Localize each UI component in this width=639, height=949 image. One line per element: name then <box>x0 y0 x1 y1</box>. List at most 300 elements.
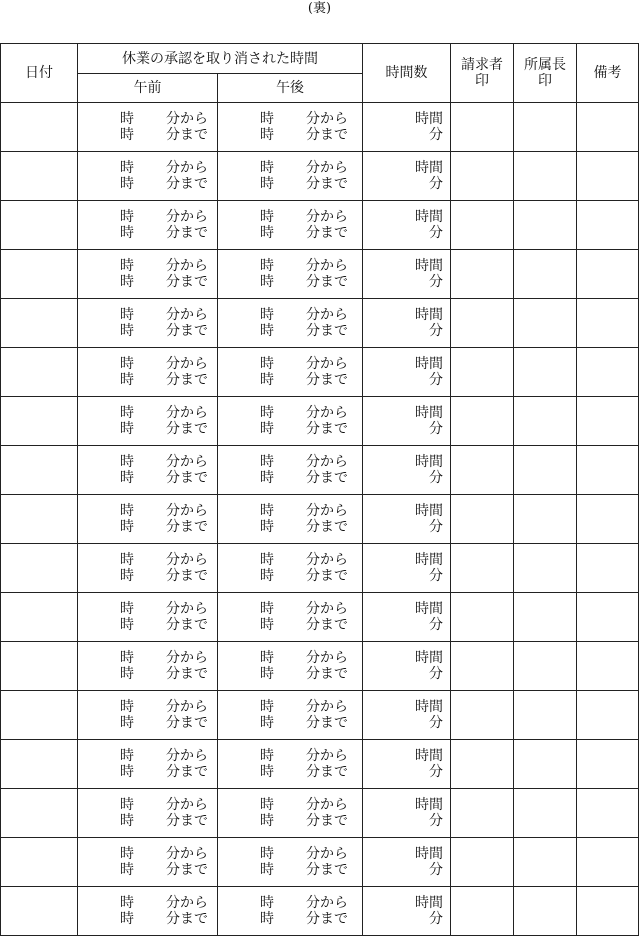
table-row <box>1 446 639 495</box>
am-to-line <box>78 666 217 682</box>
pm-to-line <box>218 666 362 682</box>
hours-cell[interactable] <box>363 201 451 250</box>
am-from-line <box>78 209 217 225</box>
hour-label: 時 <box>260 846 274 862</box>
manager-seal-cell[interactable] <box>514 789 577 838</box>
hours-cell[interactable] <box>363 642 451 691</box>
date-cell[interactable] <box>1 544 78 593</box>
hour-label: 時 <box>120 748 134 764</box>
manager-seal-header <box>514 44 577 103</box>
date-cell[interactable] <box>1 348 78 397</box>
hours-unit-label: 時間 <box>415 454 443 470</box>
am-to-line <box>78 519 217 535</box>
hour-label: 時 <box>120 225 134 241</box>
hour-label: 時 <box>260 748 274 764</box>
pm-to-line <box>218 176 362 192</box>
to-minutes-label: 分まで <box>306 127 348 143</box>
am-from-line <box>78 846 217 862</box>
am-time-cell[interactable] <box>78 250 218 299</box>
remarks-cell[interactable] <box>577 789 639 838</box>
manager-seal-cell[interactable] <box>514 201 577 250</box>
date-cell[interactable] <box>1 593 78 642</box>
manager-seal-cell[interactable] <box>514 446 577 495</box>
pm-to-line <box>218 323 362 339</box>
requester-seal-cell[interactable] <box>451 250 514 299</box>
am-to-line <box>78 715 217 731</box>
to-minutes-label: 分まで <box>306 519 348 535</box>
hour-label: 時 <box>120 715 134 731</box>
table-row <box>1 201 639 250</box>
remarks-cell[interactable] <box>577 544 639 593</box>
pm-to-line <box>218 715 362 731</box>
to-minutes-label: 分まで <box>166 519 208 535</box>
to-minutes-label: 分まで <box>306 617 348 633</box>
hour-label: 時 <box>120 846 134 862</box>
am-time-cell[interactable] <box>78 642 218 691</box>
hours-unit-label: 時間 <box>415 699 443 715</box>
from-minutes-label: 分から <box>306 454 348 470</box>
manager-seal-cell[interactable] <box>514 397 577 446</box>
remarks-cell[interactable] <box>577 299 639 348</box>
minutes-unit-label: 分 <box>429 862 443 878</box>
am-time-cell[interactable] <box>78 593 218 642</box>
hour-label: 時 <box>260 650 274 666</box>
pm-time-cell[interactable] <box>218 348 363 397</box>
am-time-cell[interactable] <box>78 397 218 446</box>
table-row <box>1 299 639 348</box>
hours-unit-label: 時間 <box>415 356 443 372</box>
from-minutes-label: 分から <box>306 650 348 666</box>
pm-time-cell[interactable] <box>218 446 363 495</box>
hour-label: 時 <box>260 666 274 682</box>
manager-seal-cell[interactable] <box>514 103 577 152</box>
hour-label: 時 <box>260 323 274 339</box>
from-minutes-label: 分から <box>166 356 208 372</box>
hour-label: 時 <box>260 111 274 127</box>
to-minutes-label: 分まで <box>306 470 348 486</box>
hours-cell[interactable] <box>363 397 451 446</box>
to-minutes-label: 分まで <box>306 715 348 731</box>
minutes-unit-label: 分 <box>429 568 443 584</box>
pm-time-cell[interactable] <box>218 152 363 201</box>
table-row <box>1 887 639 936</box>
hours-unit-label: 時間 <box>415 650 443 666</box>
remarks-cell[interactable] <box>577 397 639 446</box>
to-minutes-label: 分まで <box>166 813 208 829</box>
from-minutes-label: 分から <box>166 405 208 421</box>
requester-seal-cell[interactable] <box>451 887 514 936</box>
hour-label: 時 <box>260 797 274 813</box>
from-minutes-label: 分から <box>166 699 208 715</box>
remarks-cell[interactable] <box>577 152 639 201</box>
hours-cell[interactable] <box>363 544 451 593</box>
hours-cell[interactable] <box>363 348 451 397</box>
remarks-cell[interactable] <box>577 103 639 152</box>
am-to-line <box>78 764 217 780</box>
table-row <box>1 544 639 593</box>
to-minutes-label: 分まで <box>166 323 208 339</box>
to-minutes-label: 分まで <box>166 470 208 486</box>
to-minutes-label: 分まで <box>166 911 208 927</box>
requester-seal-cell[interactable] <box>451 103 514 152</box>
minutes-unit-label: 分 <box>429 813 443 829</box>
requester-seal-cell[interactable] <box>451 299 514 348</box>
pm-time-cell[interactable] <box>218 691 363 740</box>
pm-from-line <box>218 405 362 421</box>
to-minutes-label: 分まで <box>166 372 208 388</box>
minutes-unit-label: 分 <box>429 421 443 437</box>
from-minutes-label: 分から <box>166 601 208 617</box>
hours-cell[interactable] <box>363 495 451 544</box>
minutes-unit-label: 分 <box>429 372 443 388</box>
pm-header: 午後 <box>218 74 363 103</box>
requester-seal-cell[interactable] <box>451 152 514 201</box>
am-time-cell[interactable] <box>78 348 218 397</box>
pm-time-cell[interactable] <box>218 887 363 936</box>
pm-to-line <box>218 568 362 584</box>
hour-label: 時 <box>120 454 134 470</box>
hour-label: 時 <box>260 862 274 878</box>
hour-label: 時 <box>120 111 134 127</box>
pm-time-cell[interactable] <box>218 642 363 691</box>
hour-label: 時 <box>120 405 134 421</box>
to-minutes-label: 分まで <box>166 225 208 241</box>
remarks-cell[interactable] <box>577 446 639 495</box>
pm-to-line <box>218 274 362 290</box>
pm-from-line <box>218 503 362 519</box>
table-body <box>1 103 639 936</box>
am-from-line <box>78 405 217 421</box>
from-minutes-label: 分から <box>306 160 348 176</box>
minutes-unit-label: 分 <box>429 666 443 682</box>
requester-seal-cell[interactable] <box>451 544 514 593</box>
hour-label: 時 <box>120 601 134 617</box>
am-time-cell[interactable] <box>78 495 218 544</box>
pm-to-line <box>218 862 362 878</box>
pm-to-line <box>218 813 362 829</box>
pm-time-cell[interactable] <box>218 838 363 887</box>
to-minutes-label: 分まで <box>306 372 348 388</box>
minutes-unit-label: 分 <box>429 911 443 927</box>
date-cell[interactable] <box>1 299 78 348</box>
hours-unit-label: 時間 <box>415 258 443 274</box>
to-minutes-label: 分まで <box>306 666 348 682</box>
am-time-cell[interactable] <box>78 201 218 250</box>
am-from-line <box>78 356 217 372</box>
requester-seal-cell[interactable] <box>451 691 514 740</box>
requester-seal-cell[interactable] <box>451 495 514 544</box>
hours-unit-label: 時間 <box>415 748 443 764</box>
date-cell[interactable] <box>1 446 78 495</box>
am-to-line <box>78 617 217 633</box>
remarks-cell[interactable] <box>577 691 639 740</box>
hour-label: 時 <box>120 176 134 192</box>
to-minutes-label: 分まで <box>306 568 348 584</box>
hours-cell[interactable] <box>363 152 451 201</box>
am-from-line <box>78 160 217 176</box>
hour-label: 時 <box>260 715 274 731</box>
hour-label: 時 <box>260 699 274 715</box>
pm-from-line <box>218 111 362 127</box>
from-minutes-label: 分から <box>166 797 208 813</box>
requester-seal-cell[interactable] <box>451 740 514 789</box>
from-minutes-label: 分から <box>306 699 348 715</box>
remarks-cell[interactable] <box>577 250 639 299</box>
table-row <box>1 348 639 397</box>
table-row <box>1 642 639 691</box>
pm-from-line <box>218 601 362 617</box>
table-row <box>1 740 639 789</box>
hours-unit-label: 時間 <box>415 160 443 176</box>
requester-seal-cell[interactable] <box>451 397 514 446</box>
hour-label: 時 <box>260 225 274 241</box>
am-to-line <box>78 911 217 927</box>
from-minutes-label: 分から <box>166 111 208 127</box>
am-to-line <box>78 568 217 584</box>
requester-seal-cell[interactable] <box>451 789 514 838</box>
am-from-line <box>78 895 217 911</box>
am-from-line <box>78 307 217 323</box>
hour-label: 時 <box>260 601 274 617</box>
minutes-unit-label: 分 <box>429 225 443 241</box>
from-minutes-label: 分から <box>306 209 348 225</box>
from-minutes-label: 分から <box>306 356 348 372</box>
hour-label: 時 <box>120 797 134 813</box>
to-minutes-label: 分まで <box>166 715 208 731</box>
hour-label: 時 <box>120 764 134 780</box>
remarks-cell[interactable] <box>577 201 639 250</box>
from-minutes-label: 分から <box>306 503 348 519</box>
remarks-cell[interactable] <box>577 838 639 887</box>
am-from-line <box>78 258 217 274</box>
from-minutes-label: 分から <box>166 846 208 862</box>
manager-seal-cell[interactable] <box>514 740 577 789</box>
hours-cell[interactable] <box>363 740 451 789</box>
requester-seal-cell[interactable] <box>451 201 514 250</box>
date-cell[interactable] <box>1 887 78 936</box>
pm-time-cell[interactable] <box>218 397 363 446</box>
requester-seal-cell[interactable] <box>451 838 514 887</box>
manager-seal-cell[interactable] <box>514 593 577 642</box>
pm-to-line <box>218 617 362 633</box>
from-minutes-label: 分から <box>306 846 348 862</box>
date-cell[interactable] <box>1 201 78 250</box>
from-minutes-label: 分から <box>166 552 208 568</box>
pm-time-cell[interactable] <box>218 299 363 348</box>
from-minutes-label: 分から <box>306 258 348 274</box>
manager-seal-cell[interactable] <box>514 642 577 691</box>
hour-label: 時 <box>120 699 134 715</box>
to-minutes-label: 分まで <box>306 176 348 192</box>
requester-seal-cell[interactable] <box>451 642 514 691</box>
from-minutes-label: 分から <box>306 552 348 568</box>
manager-seal-cell[interactable] <box>514 152 577 201</box>
hour-label: 時 <box>120 356 134 372</box>
manager-seal-cell[interactable] <box>514 691 577 740</box>
pm-time-cell[interactable] <box>218 103 363 152</box>
hour-label: 時 <box>260 552 274 568</box>
hours-unit-label: 時間 <box>415 601 443 617</box>
hour-label: 時 <box>260 176 274 192</box>
manager-seal-cell[interactable] <box>514 250 577 299</box>
pm-to-line <box>218 911 362 927</box>
hour-label: 時 <box>120 421 134 437</box>
manager-seal-cell[interactable] <box>514 887 577 936</box>
am-from-line <box>78 699 217 715</box>
to-minutes-label: 分まで <box>306 323 348 339</box>
hour-label: 時 <box>120 666 134 682</box>
hours-cell[interactable] <box>363 838 451 887</box>
hour-label: 時 <box>260 568 274 584</box>
am-time-cell[interactable] <box>78 446 218 495</box>
am-from-line <box>78 650 217 666</box>
am-from-line <box>78 503 217 519</box>
hours-unit-label: 時間 <box>415 405 443 421</box>
date-header: 日付 <box>1 44 78 103</box>
pm-to-line <box>218 470 362 486</box>
table-row <box>1 103 639 152</box>
pm-to-line <box>218 225 362 241</box>
page-side-label: (裏) <box>307 1 332 16</box>
hours-cell[interactable] <box>363 887 451 936</box>
hours-cell[interactable] <box>363 250 451 299</box>
pm-time-cell[interactable] <box>218 495 363 544</box>
to-minutes-label: 分まで <box>166 127 208 143</box>
hour-label: 時 <box>120 650 134 666</box>
am-time-cell[interactable] <box>78 887 218 936</box>
hour-label: 時 <box>260 470 274 486</box>
manager-seal-cell[interactable] <box>514 838 577 887</box>
pm-time-cell[interactable] <box>218 250 363 299</box>
to-minutes-label: 分まで <box>306 421 348 437</box>
to-minutes-label: 分まで <box>306 862 348 878</box>
am-time-cell[interactable] <box>78 103 218 152</box>
am-time-cell[interactable] <box>78 299 218 348</box>
hour-label: 時 <box>120 813 134 829</box>
hour-label: 時 <box>120 519 134 535</box>
am-to-line <box>78 274 217 290</box>
pm-time-cell[interactable] <box>218 544 363 593</box>
pm-to-line <box>218 764 362 780</box>
hours-cell[interactable] <box>363 691 451 740</box>
table-row <box>1 250 639 299</box>
date-cell[interactable] <box>1 789 78 838</box>
am-time-cell[interactable] <box>78 789 218 838</box>
manager-seal-cell[interactable] <box>514 544 577 593</box>
hours-cell[interactable] <box>363 446 451 495</box>
table-row <box>1 838 639 887</box>
date-cell[interactable] <box>1 691 78 740</box>
hour-label: 時 <box>120 911 134 927</box>
from-minutes-label: 分から <box>166 748 208 764</box>
hour-label: 時 <box>260 160 274 176</box>
from-minutes-label: 分から <box>166 258 208 274</box>
pm-time-cell[interactable] <box>218 789 363 838</box>
pm-to-line <box>218 127 362 143</box>
date-cell[interactable] <box>1 250 78 299</box>
to-minutes-label: 分まで <box>306 225 348 241</box>
hour-label: 時 <box>120 323 134 339</box>
date-cell[interactable] <box>1 495 78 544</box>
hour-label: 時 <box>120 470 134 486</box>
date-cell[interactable] <box>1 740 78 789</box>
pm-from-line <box>218 699 362 715</box>
am-time-cell[interactable] <box>78 544 218 593</box>
manager-seal-cell[interactable] <box>514 348 577 397</box>
cancelled-leave-hours-table <box>0 43 639 936</box>
hour-label: 時 <box>260 405 274 421</box>
requester-seal-cell[interactable] <box>451 348 514 397</box>
hour-label: 時 <box>120 127 134 143</box>
pm-from-line <box>218 209 362 225</box>
hours-cell[interactable] <box>363 593 451 642</box>
pm-time-cell[interactable] <box>218 593 363 642</box>
am-to-line <box>78 470 217 486</box>
am-time-cell[interactable] <box>78 838 218 887</box>
from-minutes-label: 分から <box>166 454 208 470</box>
to-minutes-label: 分まで <box>166 617 208 633</box>
pm-time-cell[interactable] <box>218 201 363 250</box>
date-cell[interactable] <box>1 152 78 201</box>
hour-label: 時 <box>120 160 134 176</box>
remarks-cell[interactable] <box>577 887 639 936</box>
remarks-cell[interactable] <box>577 642 639 691</box>
hours-cell[interactable] <box>363 789 451 838</box>
to-minutes-label: 分まで <box>306 813 348 829</box>
pm-from-line <box>218 650 362 666</box>
hours-header: 時間数 <box>363 44 451 103</box>
date-cell[interactable] <box>1 397 78 446</box>
requester-seal-cell[interactable] <box>451 446 514 495</box>
pm-from-line <box>218 748 362 764</box>
remarks-cell[interactable] <box>577 740 639 789</box>
date-cell[interactable] <box>1 103 78 152</box>
manager-seal-title: 所属長 <box>524 57 566 73</box>
date-cell[interactable] <box>1 838 78 887</box>
from-minutes-label: 分から <box>306 895 348 911</box>
from-minutes-label: 分から <box>306 601 348 617</box>
am-time-cell[interactable] <box>78 740 218 789</box>
hour-label: 時 <box>120 895 134 911</box>
am-time-cell[interactable] <box>78 152 218 201</box>
am-time-cell[interactable] <box>78 691 218 740</box>
to-minutes-label: 分まで <box>166 568 208 584</box>
remarks-cell[interactable] <box>577 593 639 642</box>
date-cell[interactable] <box>1 642 78 691</box>
hour-label: 時 <box>120 862 134 878</box>
from-minutes-label: 分から <box>306 405 348 421</box>
manager-seal-cell[interactable] <box>514 495 577 544</box>
hour-label: 時 <box>260 503 274 519</box>
am-to-line <box>78 225 217 241</box>
am-to-line <box>78 176 217 192</box>
hours-cell[interactable] <box>363 299 451 348</box>
pm-from-line <box>218 356 362 372</box>
hours-cell[interactable] <box>363 103 451 152</box>
from-minutes-label: 分から <box>306 797 348 813</box>
pm-time-cell[interactable] <box>218 740 363 789</box>
manager-seal-cell[interactable] <box>514 299 577 348</box>
hours-unit-label: 時間 <box>415 552 443 568</box>
hours-unit-label: 時間 <box>415 111 443 127</box>
cancelled-time-header: 休業の承認を取り消された時間 <box>78 44 363 74</box>
remarks-cell[interactable] <box>577 495 639 544</box>
remarks-cell[interactable] <box>577 348 639 397</box>
hour-label: 時 <box>260 372 274 388</box>
requester-seal-cell[interactable] <box>451 593 514 642</box>
manager-seal-mark: 印 <box>538 73 552 89</box>
pm-from-line <box>218 846 362 862</box>
